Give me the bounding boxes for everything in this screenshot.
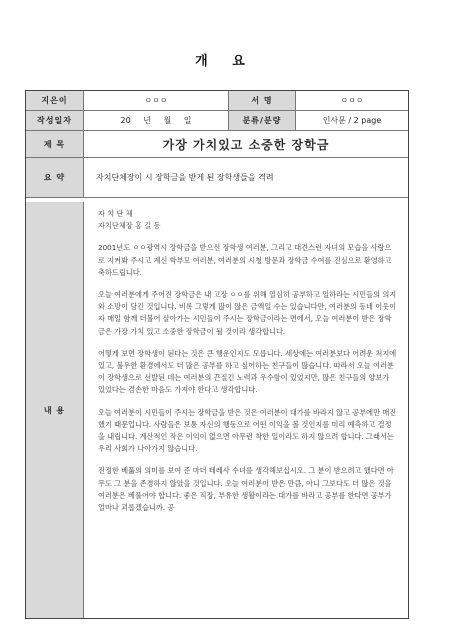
summary-row [26,158,408,198]
content-body [83,202,408,618]
content-paragraph: 어떻게 보면 장학생이 된다는 것은 큰 행운인지도 모릅니다. 세상에는 여러분보다 어려운 처지에 있고, 불우한 환경에서도 더 많은 공부를 하고 싶어하는 친구들이 많습니다. 따라서 오늘 여러분이 장학생으로 선발된 데는 여러분의 끈질긴 노력과 우수함이 있었지만, 많은 친구들의 양보가 있었다는 겸손한 마음도 가져야 한다고 생각합니다. [98,348,397,395]
sender-name: 자치단체장 홍 길 동 [98,221,161,231]
page-title: 개 요 [195,54,255,69]
signature-label: 서 명 [228,91,295,110]
content-label: 내 용 [26,202,83,618]
summary-form [25,90,409,619]
date-row [26,111,408,131]
summary-value: 자치단체장이 시 장학금을 받게 된 장학생들을 격려 [83,158,408,197]
date-value: 20 년 월 일 [83,111,228,130]
signature-value: ㅇㅇㅇ [295,91,408,110]
category-label: 분류/분량 [228,111,295,130]
subject-label: 제 목 [26,131,83,157]
content-paragraph: 진정한 베풂의 의미를 보여 준 마더 테레사 수녀를 생각해보십시오. 그 분이 받으려고 했다면 아무도 그 분을 존경하지 않았을 것입니다. 오늘 여러분이 받은 만큼, 아니 그보다도 더 많은 것을 여러분은 베풀어야 합니다. 좋은 직장, 부유한 생활이라는 대가를 바라고 공부를 한다면 공부가 얼마나 괴롭겠습니까. 공 [98,466,394,513]
sender-org: 자 치 단 체 [98,209,133,218]
category-value: 인사문 / 2 page [295,111,408,130]
subject-row [26,131,408,158]
author-value: ㅇㅇㅇ [83,91,228,110]
subject-value: 가장 가치있고 소중한 장학금 [83,131,408,157]
summary-label: 요 약 [26,158,83,197]
author-label: 지은이 [26,91,83,110]
date-label: 작성일자 [26,111,83,130]
content-paragraph: 오늘 여러분에게 주어진 장학금은 내 고장 ㅇㅇ를 위해 열심히 공부하고 일하라는 시민들의 의지와 소망이 담긴 것입니다. 비록 그렇게 많이 않은 금액일 수는 있습니다만, 여러분의 동네 이웃이자 매일 함께 더불어 살아가는 시민들이 주시는 장학금이라는 면에서, 오늘 여러분이 받은 장학금은 가장 가치 있고 소중한 장학금이 될 것이라 생각합니다. [98,290,397,336]
content-paragraph: 2001년도 ㅇㅇ광역시 장학금을 받으신 장학생 여러분, 그리고 대견스런 자녀의 모습을 사랑으로 지켜봐 주시고 계신 학부모 여러분, 여러분의 시청 방문과 장학금 수여를 진심으로 환영하고 축하드립니다. [98,243,392,277]
author-row [26,91,408,111]
content-paragraph: 오늘 여러분이 시민들이 주시는 장학금을 받은 것은 여러분이 대가를 바라지 않고 공부에만 매진했기 때문입니다. 사람들은 보통 자신의 행동으로 어떤 이익을 볼 것인지를 미리 예측하고 결정을 내립니다. 계산적인 작은 이익이 없으면 아무런 착한 일이라도 하지 않으려 합니다. 그래서는 우리 사회가 나아가지 않습니다. [98,407,397,454]
